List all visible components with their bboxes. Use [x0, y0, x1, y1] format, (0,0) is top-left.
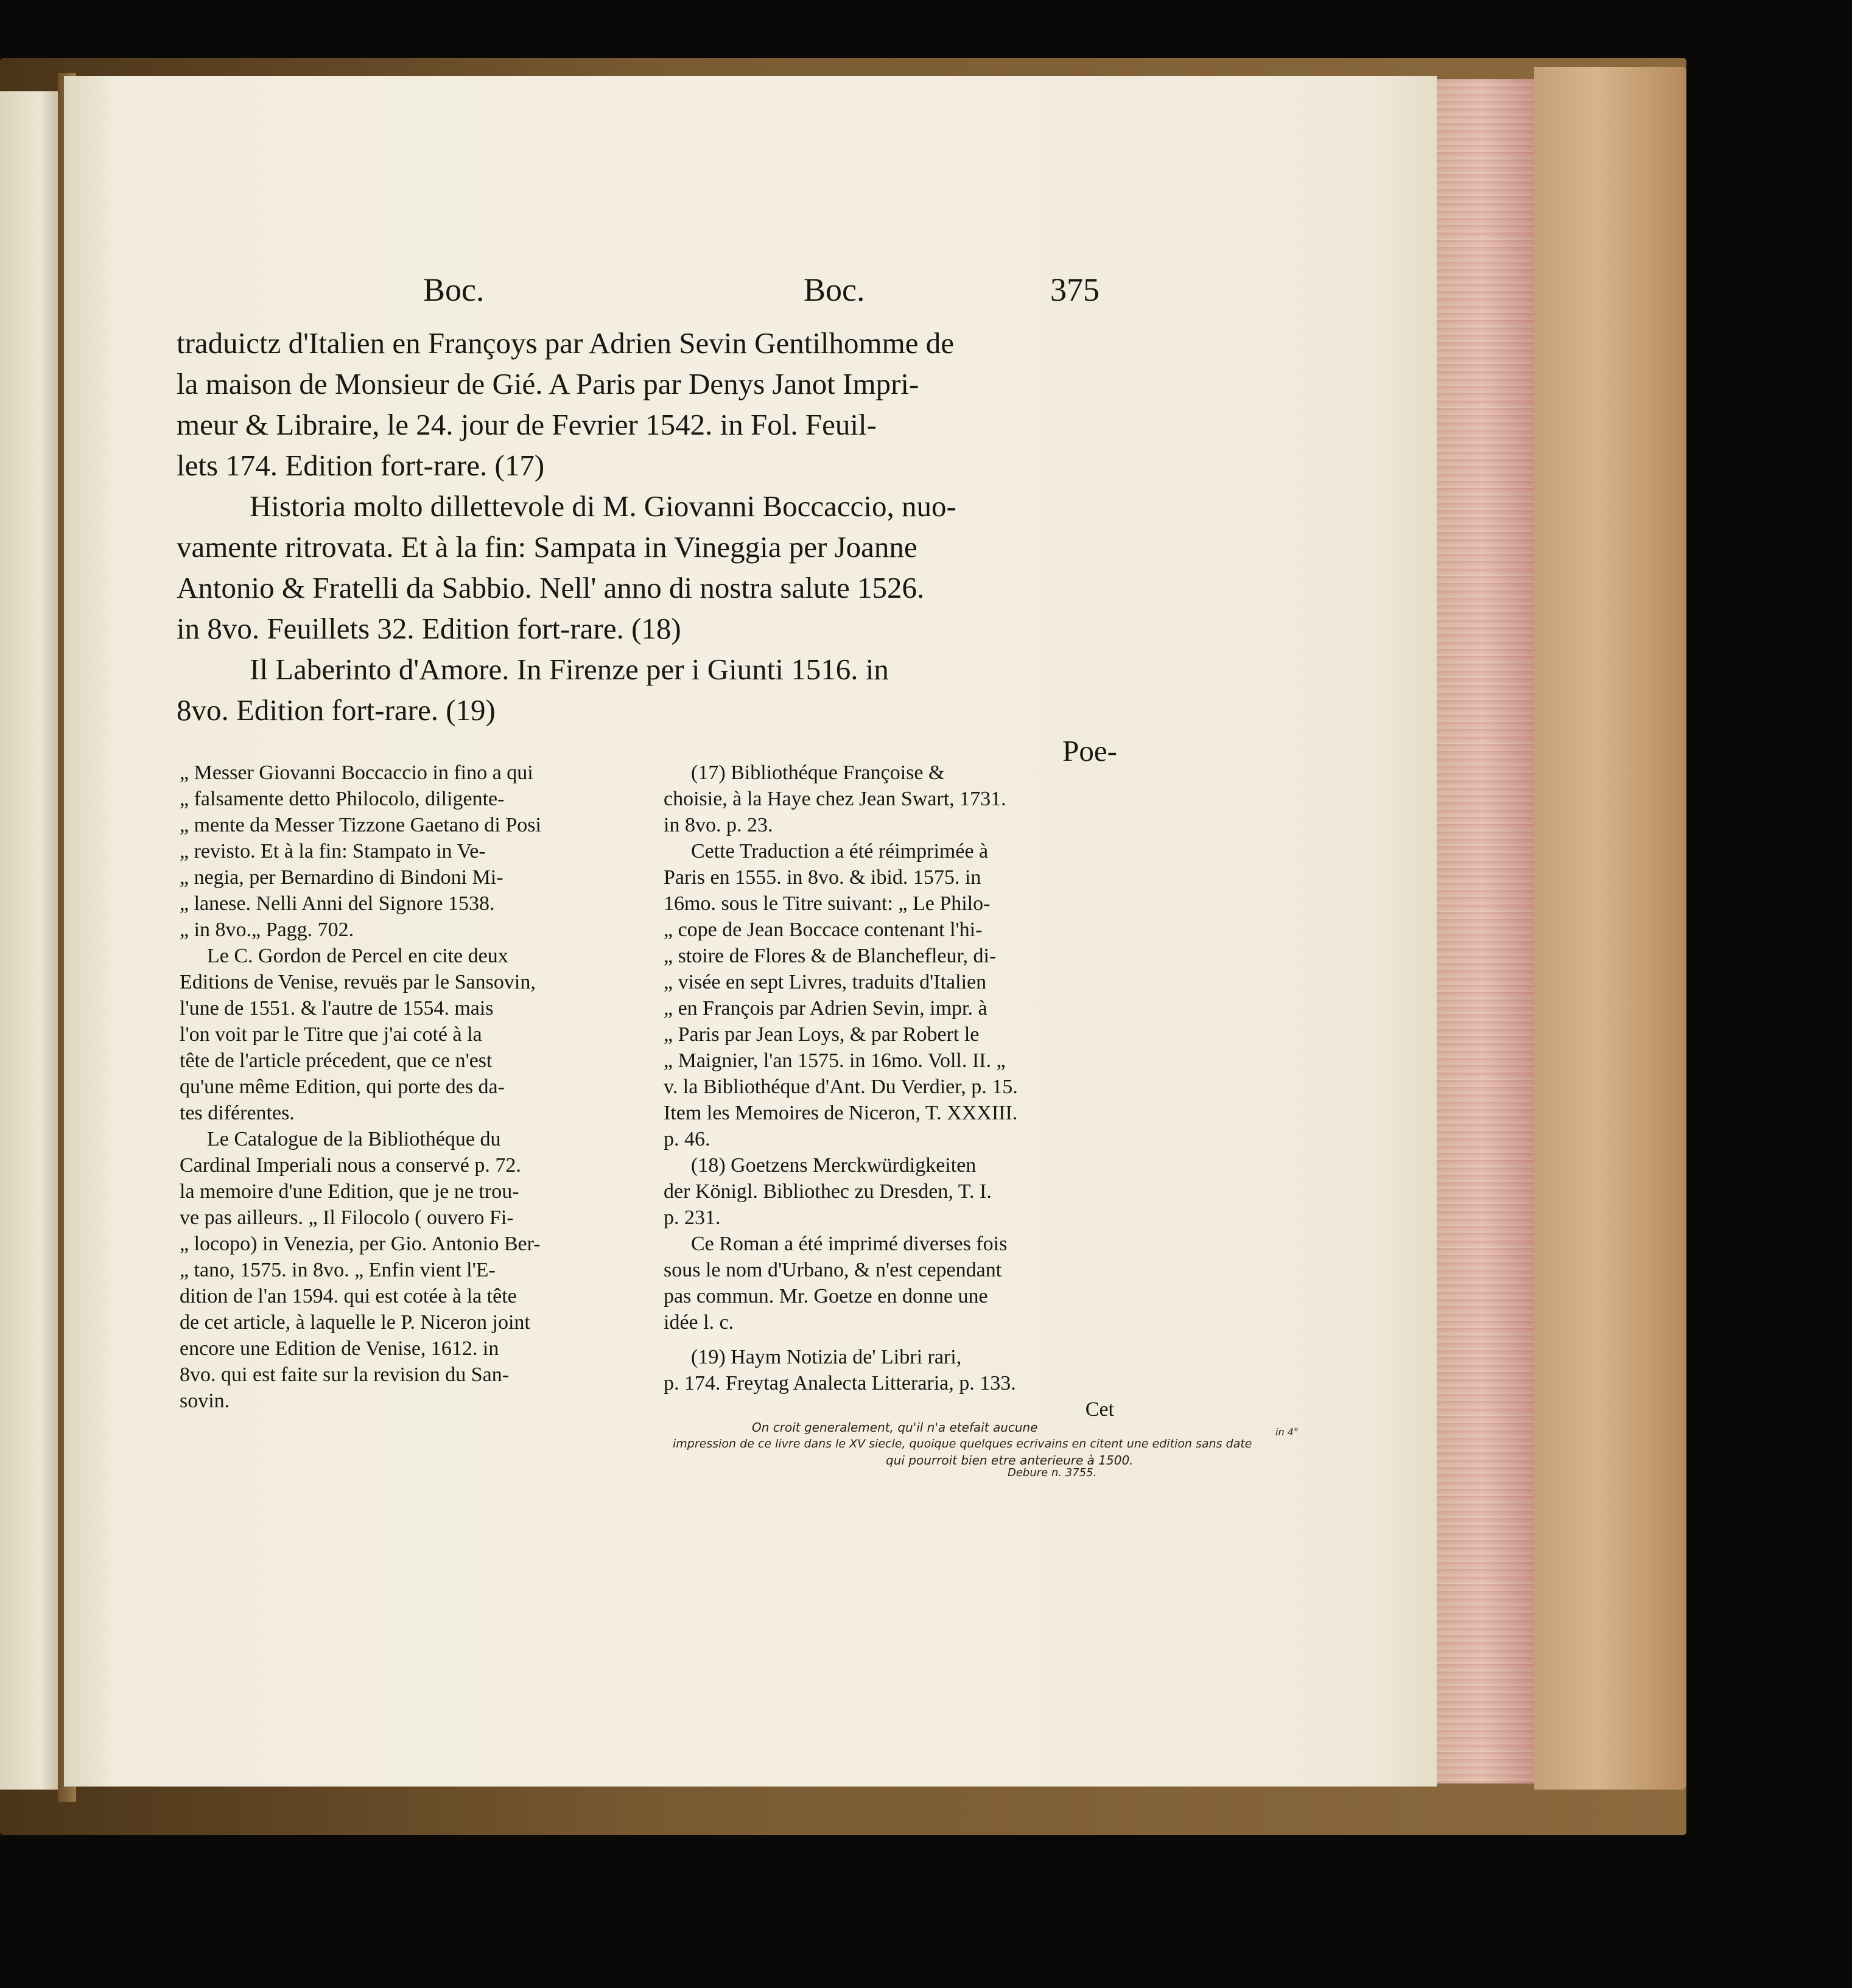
- note-line: choisie, à la Haye chez Jean Swart, 1731.: [664, 788, 1006, 810]
- note-line: „ revisto. Et à la fin: Stampato in Ve-: [180, 840, 486, 863]
- note-line: l'une de 1551. & l'autre de 1554. mais: [180, 997, 494, 1020]
- handwritten-annotation: On croit generalement, qu'il n'a etefait aucune: [752, 1420, 1038, 1435]
- note-line: la memoire d'une Edition, que je ne trou-: [180, 1180, 519, 1203]
- note-line: in 8vo. p. 23.: [664, 814, 773, 836]
- main-line: traduictz d'Italien en Françoys par Adrien Sevin Gentilhomme de: [177, 326, 955, 360]
- note-line: qu'une même Edition, qui porte des da-: [180, 1076, 505, 1098]
- note-line: (18) Goetzens Merckwürdigkeiten: [691, 1154, 977, 1177]
- main-line: 8vo. Edition fort-rare. (19): [177, 693, 496, 727]
- note-line: Paris en 1555. in 8vo. & ibid. 1575. in: [664, 866, 981, 889]
- note-line: „ negia, per Bernardino di Bindoni Mi-: [180, 866, 503, 889]
- note-line: „ Messer Giovanni Boccaccio in fino a qui: [180, 761, 533, 784]
- note-line: Cardinal Imperiali nous a conservé p. 72.: [180, 1154, 521, 1177]
- main-line: lets 174. Edition fort-rare. (17): [177, 449, 545, 482]
- note-line: de cet article, à laquelle le P. Niceron joint: [180, 1311, 530, 1334]
- note-line: (19) Haym Notizia de' Libri rari,: [691, 1346, 962, 1368]
- note-line: (17) Bibliothéque Françoise &: [691, 761, 945, 784]
- note-line: 8vo. qui est faite sur la revision du San-: [180, 1363, 510, 1386]
- note-line: „ locopo) in Venezia, per Gio. Antonio Ber-: [180, 1233, 541, 1255]
- running-head-center: Boc.: [804, 271, 865, 308]
- note-line: Ce Roman a été imprimé diverses fois: [691, 1233, 1008, 1255]
- note-line: p. 46.: [664, 1128, 710, 1150]
- page-block-edge: [1431, 79, 1534, 1783]
- main-line: Antonio & Fratelli da Sabbio. Nell' anno di nostra salute 1526.: [177, 571, 925, 604]
- main-line: Il Laberinto d'Amore. In Firenze per i Giunti 1516. in: [250, 653, 889, 686]
- book-page: [64, 76, 1437, 1787]
- note-line: „ falsamente detto Philocolo, diligente-: [180, 788, 505, 810]
- facing-page-edge: [0, 91, 59, 1790]
- main-line: in 8vo. Feuillets 32. Edition fort-rare. (18): [177, 612, 681, 645]
- note-line: Item les Memoires de Niceron, T. XXXIII.: [664, 1102, 1018, 1124]
- handwritten-annotation: in 4°: [1275, 1426, 1299, 1438]
- note-line: encore une Edition de Venise, 1612. in: [180, 1337, 499, 1360]
- note-line: pas commun. Mr. Goetze en donne une: [664, 1285, 988, 1307]
- note-line: p. 174. Freytag Analecta Litteraria, p. 133.: [664, 1372, 1016, 1395]
- note-line: sovin.: [180, 1390, 230, 1412]
- note-line: „ en François par Adrien Sevin, impr. à: [664, 997, 987, 1020]
- handwritten-annotation: impression de ce livre dans le XV siecle, quoique quelques ecrivains en citent une edition sans date: [673, 1437, 1252, 1451]
- note-line: p. 231.: [664, 1206, 721, 1229]
- note-line: „ cope de Jean Boccace contenant l'hi-: [664, 919, 983, 941]
- note-line: der Königl. Bibliothec zu Dresden, T. I.: [664, 1180, 992, 1203]
- page-number: 375: [1050, 271, 1100, 308]
- catchword: Poe-: [1062, 734, 1117, 768]
- catchword: Cet: [1085, 1398, 1114, 1421]
- note-line: „ mente da Messer Tizzone Gaetano di Posi: [180, 814, 541, 836]
- note-line: „ Paris par Jean Loys, & par Robert le: [664, 1023, 980, 1046]
- note-line: „ tano, 1575. in 8vo. „ Enfin vient l'E-: [180, 1259, 496, 1281]
- note-line: „ Maignier, l'an 1575. in 16mo. Voll. II. „: [664, 1049, 1006, 1072]
- note-line: Editions de Venise, revuës par le Sansovin,: [180, 971, 536, 993]
- note-line: Cette Traduction a été réimprimée à: [691, 840, 989, 863]
- note-line: tête de l'article précedent, que ce n'est: [180, 1049, 493, 1072]
- note-line: tes diférentes.: [180, 1102, 295, 1124]
- cover-board-edge: [1534, 67, 1686, 1790]
- note-line: Le C. Gordon de Percel en cite deux: [207, 945, 508, 967]
- note-line: „ visée en sept Livres, traduits d'Italien: [664, 971, 987, 993]
- handwritten-annotation: qui pourroit bien etre anterieure à 1500.: [886, 1453, 1134, 1468]
- note-line: 16mo. sous le Titre suivant: „ Le Philo-: [664, 892, 991, 915]
- main-line: Historia molto dillettevole di M. Giovanni Boccaccio, nuo-: [250, 489, 956, 523]
- note-line: „ in 8vo.„ Pagg. 702.: [180, 919, 354, 941]
- note-line: „ stoire de Flores & de Blanchefleur, di-: [664, 945, 997, 967]
- note-line: „ lanese. Nelli Anni del Signore 1538.: [180, 892, 495, 915]
- main-line: la maison de Monsieur de Gié. A Paris par Denys Janot Impri-: [177, 367, 919, 401]
- note-line: ve pas ailleurs. „ Il Filocolo ( ouvero Fi-: [180, 1206, 514, 1229]
- note-line: v. la Bibliothéque d'Ant. Du Verdier, p. 15.: [664, 1076, 1018, 1098]
- footnotes-right-column: [664, 760, 1114, 1423]
- footnotes-left-column: [180, 760, 618, 1414]
- note-line: l'on voit par le Titre que j'ai coté à la: [180, 1023, 482, 1046]
- note-line: idée l. c.: [664, 1311, 734, 1334]
- main-line: meur & Libraire, le 24. jour de Fevrier 1542. in Fol. Feuil-: [177, 408, 877, 441]
- main-text: [177, 323, 1117, 771]
- running-head-left: Boc.: [423, 271, 485, 308]
- note-line: sous le nom d'Urbano, & n'est cependant: [664, 1259, 1002, 1281]
- main-line: vamente ritrovata. Et à la fin: Sampata in Vineggia per Joanne: [177, 530, 917, 564]
- note-line: Le Catalogue de la Bibliothéque du: [207, 1128, 501, 1150]
- handwritten-annotation: Debure n. 3755.: [1008, 1466, 1097, 1479]
- note-line: dition de l'an 1594. qui est cotée à la tête: [180, 1285, 517, 1307]
